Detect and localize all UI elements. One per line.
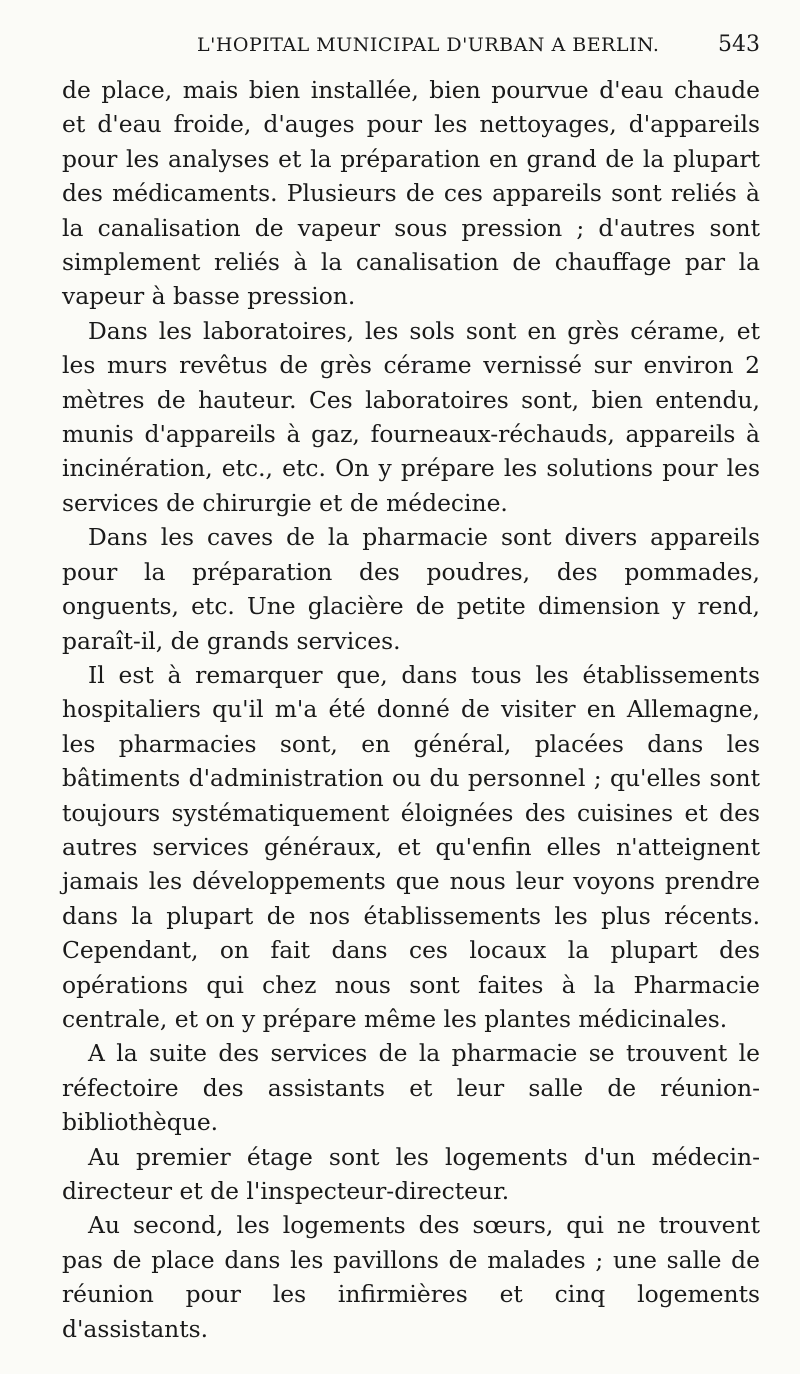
page-number: 543 (718, 32, 760, 57)
running-head (62, 30, 760, 66)
paragraph-second-floor: Au second, les logements des sœurs, qui ne trouvent pas de place dans les pavillons de malades ; une salle de réunion pour les infirmières et cinq logements d'assistants. (62, 1211, 760, 1343)
paragraph-cellars: Dans les caves de la pharmacie sont divers appareils pour la préparation des poudres, des pommades, onguents, etc. Une glacière de petite dimension y rend, paraît-il, de grands services. (62, 523, 760, 655)
paragraph-first-floor: Au premier étage sont les logements d'un médecin-directeur et de l'inspecteur-directeur. (62, 1142, 760, 1205)
paragraph-laboratories: Dans les laboratoires, les sols sont en grès cérame, et les murs revêtus de grès cérame vernissé sur environ 2 mètres de hauteur. Ces laboratoires sont, bien entendu, munis d'appareils à gaz, fourneaux-réchauds, appareils à incinération, etc., etc. On y prépare les solutions pour les services de chirurgie et de médecine. (62, 316, 760, 517)
running-title: L'HOPITAL MUNICIPAL D'URBAN A BERLIN. (197, 34, 660, 56)
paragraph-refectory: A la suite des services de la pharmacie se trouvent le réfectoire des assistants et leur salle de réunion-bibliothèque. (62, 1039, 760, 1137)
paragraph-pharmacy-equipment: de place, mais bien installée, bien pourvue d'eau chaude et d'eau froide, d'auges pour les nettoyages, d'appareils pour les analyses et la préparation en grand de la plupart des médicaments. Plusieurs de ces appareils sont reliés à la canalisation de vapeur sous pression ; d'autres sont simplement reliés à la canalisation de chauffage par la vapeur à basse pression. (62, 76, 760, 311)
paragraph-german-pharmacies: Il est à remarquer que, dans tous les établissements hospitaliers qu'il m'a été donné de visiter en Allemagne, les pharmacies sont, en général, placées dans les bâtiments d'administration ou du personnel ; qu'elles sont toujours systématiquement éloignées des cuisines et des autres services généraux, et qu'enfin elles n'atteignent jamais les développements que nous leur voyons prendre dans la plupart de nos établissements les plus récents. Cependant, on fait dans ces locaux la plupart des opérations qui chez nous sont faites à la Pharmacie centrale, et on y prépare même les plantes médicinales. (62, 660, 760, 1033)
body-text (62, 73, 760, 1346)
